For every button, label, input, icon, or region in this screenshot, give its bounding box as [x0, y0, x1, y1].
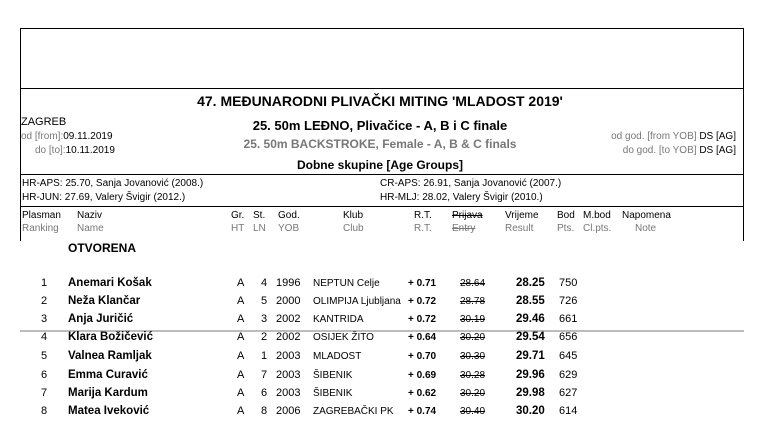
- place: 8: [41, 405, 48, 417]
- yob-to-label: do god. [to YOB]: [622, 145, 697, 156]
- lane: 2: [261, 331, 268, 343]
- reaction-time: + 0.70: [408, 351, 437, 362]
- yob: 2002: [276, 313, 301, 325]
- place: 2: [41, 295, 48, 307]
- col-ranking: Ranking: [22, 223, 59, 234]
- place: 5: [41, 350, 48, 362]
- result-time: 29.46: [516, 313, 545, 325]
- col-note: Note: [635, 223, 657, 234]
- result-time: 29.98: [516, 387, 545, 399]
- result-time: 29.71: [516, 350, 545, 362]
- col-yob: YOB: [278, 223, 300, 234]
- col-rt: R.T.: [414, 210, 432, 221]
- place: 7: [41, 387, 48, 399]
- heat: A: [237, 313, 245, 325]
- points: 645: [559, 350, 578, 362]
- club: OLIMPIJA Ljubljana: [313, 296, 401, 307]
- lane: 7: [261, 369, 268, 381]
- entry-time: 30.40: [460, 406, 486, 417]
- points: 614: [559, 405, 578, 417]
- col-plasman: Plasman: [22, 210, 61, 221]
- col-result: Result: [505, 223, 534, 234]
- reaction-time: + 0.69: [408, 370, 437, 381]
- lane: 6: [261, 387, 268, 399]
- col-mbod: M.bod: [583, 210, 611, 221]
- entry-time: 30.30: [460, 351, 486, 362]
- reaction-time: + 0.62: [408, 388, 437, 399]
- swimmer-name: Marija Kardum: [68, 387, 148, 399]
- col-prijava: Prijava: [452, 210, 483, 221]
- club: ZAGREBAČKI PK: [313, 406, 394, 417]
- result-time: 30.20: [516, 405, 545, 417]
- col-napomena: Napomena: [622, 210, 671, 221]
- yob-to-value: DS [AG]: [699, 145, 736, 156]
- yob-from-label: od god. [from YOB]: [611, 131, 697, 142]
- result-time: 28.55: [516, 295, 545, 307]
- entry-time: 28.78: [460, 296, 486, 307]
- col-naziv: Naziv: [77, 210, 103, 221]
- lane: 8: [261, 405, 268, 417]
- col-ht: HT: [231, 223, 245, 234]
- club: ŠIBENIK: [313, 370, 353, 381]
- lane: 5: [261, 295, 268, 307]
- swimmer-name: Anemari Košak: [68, 277, 152, 289]
- place: 3: [41, 313, 48, 325]
- record-hr-mlj: HR-MLJ: 28.02, Valery Švigir (2010.): [380, 192, 543, 203]
- result-time: 29.54: [516, 331, 545, 343]
- table-row: [0, 295, 760, 313]
- points: 656: [559, 331, 578, 343]
- table-row: [0, 369, 760, 387]
- place: 4: [41, 331, 48, 343]
- heat: A: [237, 295, 245, 307]
- swimmer-name: Neža Klančar: [68, 295, 141, 307]
- col-st: St.: [253, 210, 266, 221]
- yob: 2003: [276, 369, 301, 381]
- result-time: 29.96: [516, 369, 545, 381]
- section-heading: OTVORENA: [68, 241, 137, 255]
- table-row: [0, 313, 760, 331]
- heat: A: [237, 369, 245, 381]
- heat: A: [237, 331, 245, 343]
- table-row: [0, 331, 760, 349]
- yob: 2003: [276, 387, 301, 399]
- date-from-value: 09.11.2019: [63, 131, 113, 142]
- col-ln: LN: [253, 223, 266, 234]
- col-vrijeme: Vrijeme: [505, 210, 539, 221]
- yob: 2006: [276, 405, 301, 417]
- heat: A: [237, 277, 245, 289]
- club: MLADOST: [313, 351, 362, 362]
- place: 6: [41, 369, 48, 381]
- club: ŠIBENIK: [313, 388, 353, 399]
- date-from-label: od [from]:: [21, 131, 64, 142]
- yob-from: [611, 131, 736, 142]
- lane: 1: [261, 350, 268, 362]
- meet-city: ZAGREB: [21, 116, 67, 128]
- entry-time: 28.64: [460, 278, 486, 289]
- header-box: [20, 28, 744, 89]
- table-row: [0, 387, 760, 405]
- col-gr: Gr.: [231, 210, 245, 221]
- table-row: [0, 350, 760, 368]
- yob-from-value: DS [AG]: [699, 131, 736, 142]
- col-entry: Entry: [452, 223, 476, 234]
- reaction-time: + 0.72: [408, 314, 437, 325]
- points: 750: [559, 277, 578, 289]
- heat: A: [237, 387, 245, 399]
- entry-time: 30.20: [460, 388, 486, 399]
- lane: 4: [261, 277, 268, 289]
- points: 661: [559, 313, 578, 325]
- col-klub: Klub: [343, 210, 364, 221]
- event-title-en: 25. 50m BACKSTROKE, Female - A, B & C finals: [243, 137, 517, 151]
- table-row: [0, 277, 760, 295]
- yob: 2002: [276, 331, 301, 343]
- record-hr-jun: HR-JUN: 27.69, Valery Švigir (2012.): [22, 192, 186, 203]
- swimmer-name: Emma Curavić: [68, 369, 148, 381]
- entry-time: 30.19: [460, 314, 486, 325]
- entry-time: 30.20: [460, 332, 486, 343]
- record-hr-aps: HR-APS: 25.70, Sanja Jovanović (2008.): [22, 178, 204, 189]
- yob: 1996: [276, 277, 301, 289]
- swimmer-name: Klara Božičević: [68, 331, 154, 343]
- event-title: 25. 50m LEĐNO, Plivačice - A, B i C finale: [252, 118, 508, 133]
- table-row: [0, 405, 760, 423]
- club: KANTRIDA: [313, 314, 364, 325]
- col-name: Name: [77, 223, 104, 234]
- heat: A: [237, 405, 245, 417]
- meet-title: 47. MEĐUNARODNI PLIVAČKI MITING 'MLADOST 2019': [197, 93, 563, 109]
- points: 726: [559, 295, 578, 307]
- age-groups-heading: Dobne skupine [Age Groups]: [296, 158, 463, 172]
- reaction-time: + 0.74: [408, 406, 437, 417]
- col-bod: Bod: [557, 210, 575, 221]
- col-pts: Pts.: [557, 223, 575, 234]
- date-to-value: 10.11.2019: [65, 145, 115, 156]
- points: 629: [559, 369, 578, 381]
- reaction-time: + 0.72: [408, 296, 437, 307]
- col-clpts: Cl.pts.: [583, 223, 612, 234]
- heat: A: [237, 350, 245, 362]
- divider: [20, 206, 744, 207]
- date-to-label: do [to]:: [35, 145, 66, 156]
- swimmer-name: Anja Juričić: [68, 313, 134, 325]
- col-club: Club: [343, 223, 364, 234]
- place: 1: [41, 277, 48, 289]
- swimmer-name: Valnea Ramljak: [68, 350, 152, 362]
- result-time: 28.25: [516, 277, 545, 289]
- yob: 2003: [276, 350, 301, 362]
- club: NEPTUN Celje: [313, 278, 380, 289]
- record-cr-aps: CR-APS: 26.91, Sanja Jovanović (2007.): [380, 178, 562, 189]
- reaction-time: + 0.64: [408, 332, 437, 343]
- entry-time: 30.28: [460, 370, 486, 381]
- reaction-time: + 0.71: [408, 278, 437, 289]
- lane: 3: [261, 313, 268, 325]
- col-god: God.: [278, 210, 300, 221]
- swimmer-name: Matea Iveković: [68, 405, 150, 417]
- yob: 2000: [276, 295, 301, 307]
- points: 627: [559, 387, 578, 399]
- club: OSIJEK ŽITO: [313, 332, 374, 343]
- divider: [20, 174, 744, 175]
- col-rt-en: R.T.: [414, 223, 432, 234]
- yob-to: [623, 145, 736, 156]
